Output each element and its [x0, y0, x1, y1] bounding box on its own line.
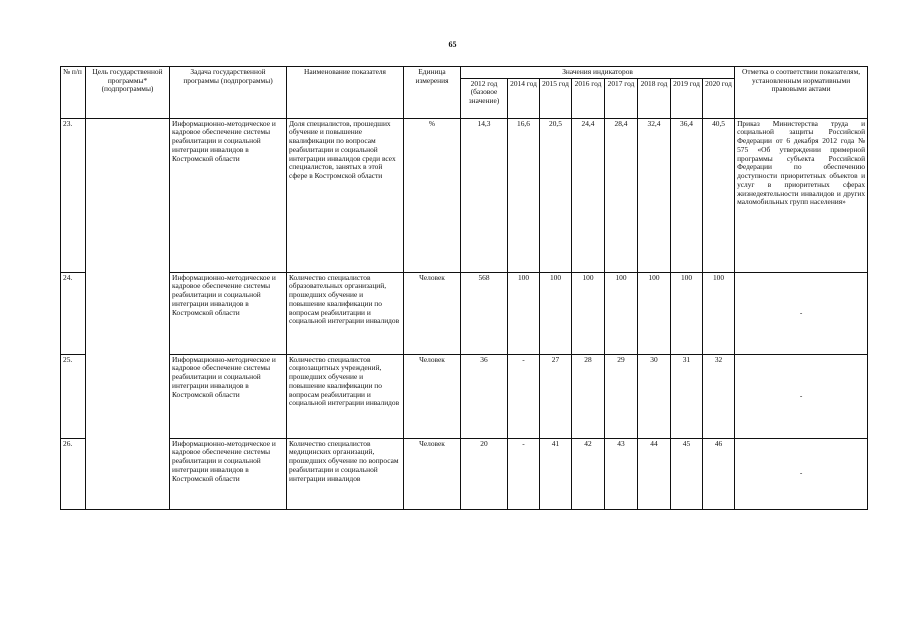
value-cell: 100: [540, 272, 572, 354]
value-cell: 100: [508, 272, 540, 354]
normative-act-cell: -: [735, 272, 868, 354]
normative-act-cell: -: [735, 438, 868, 509]
header-unit: Единица измерения: [404, 67, 461, 119]
indicator-cell: Количество специалистов медицинских организаций, прошедших обучение по вопросам реабилитации и социальной интеграции инвалидов: [287, 438, 404, 509]
indicators-table: [60, 66, 868, 510]
value-cell: 100: [605, 272, 638, 354]
value-cell: 27: [540, 354, 572, 438]
unit-cell: %: [404, 118, 461, 272]
value-cell: 24,4: [572, 118, 605, 272]
header-values-group: Значения индикаторов: [461, 67, 735, 79]
value-cell: 20: [461, 438, 508, 509]
value-cell: 100: [572, 272, 605, 354]
header-num: № п/п: [61, 67, 86, 119]
value-cell: 41: [540, 438, 572, 509]
value-cell: 20,5: [540, 118, 572, 272]
header-year: 2019 год: [671, 78, 703, 118]
table-row: [61, 354, 868, 438]
value-cell: -: [508, 354, 540, 438]
value-cell: 36: [461, 354, 508, 438]
value-cell: 31: [671, 354, 703, 438]
value-cell: 100: [671, 272, 703, 354]
value-cell: 100: [703, 272, 735, 354]
normative-act-cell: -: [735, 354, 868, 438]
value-cell: 36,4: [671, 118, 703, 272]
row-number: 23.: [61, 118, 86, 272]
row-number: 24.: [61, 272, 86, 354]
indicator-cell: Количество специалистов образовательных организаций, прошедших обучение и повышение квалификации по вопросам реабилитации и социальной интеграции инвалидов: [287, 272, 404, 354]
task-cell: Информационно-методическое и кадровое обеспечение системы реабилитации и социальной интеграции инвалидов в Костромской области: [170, 118, 287, 272]
header-year: 2012 год (базовое значение): [461, 78, 508, 118]
row-number: 26.: [61, 438, 86, 509]
header-year: 2015 год: [540, 78, 572, 118]
value-cell: 28,4: [605, 118, 638, 272]
value-cell: 16,6: [508, 118, 540, 272]
header-goal: Цель государственной программы* (подпрограммы): [86, 67, 170, 119]
normative-act-cell: Приказ Министерства труда и социальной защиты Российской Федерации от 6 декабря 2012 года № 575 «Об утверждении примерной программы субъекта Российской Федерации по обеспечению доступности приоритетных объектов и услуг в приоритетных сферах жизнедеятельности инвалидов и других маломобильных групп населения»: [735, 118, 868, 272]
header-year: 2016 год: [572, 78, 605, 118]
unit-cell: Человек: [404, 354, 461, 438]
page-number: 65: [448, 40, 457, 49]
header-indicator: Наименование показателя: [287, 67, 404, 119]
table-row: [61, 272, 868, 354]
header-row-1: [61, 67, 868, 79]
task-cell: Информационно-методическое и кадровое обеспечение системы реабилитации и социальной интеграции инвалидов в Костромской области: [170, 438, 287, 509]
value-cell: -: [508, 438, 540, 509]
header-year: 2018 год: [638, 78, 671, 118]
header-task: Задача государственной программы (подпрограммы): [170, 67, 287, 119]
task-cell: Информационно-методическое и кадровое обеспечение системы реабилитации и социальной интеграции инвалидов в Костромской области: [170, 272, 287, 354]
row-number: 25.: [61, 354, 86, 438]
value-cell: 100: [638, 272, 671, 354]
value-cell: 32,4: [638, 118, 671, 272]
header-note: Отметка о соответствии показателям, установленным нормативными правовыми актами: [735, 67, 868, 119]
value-cell: 30: [638, 354, 671, 438]
header-year: 2017 год: [605, 78, 638, 118]
value-cell: 29: [605, 354, 638, 438]
goal-cell: [86, 118, 170, 509]
value-cell: 568: [461, 272, 508, 354]
value-cell: 44: [638, 438, 671, 509]
value-cell: 43: [605, 438, 638, 509]
indicator-cell: Количество специалистов социозащитных учреждений, прошедших обучение и повышение квалификации по вопросам реабилитации и социальной интеграции инвалидов: [287, 354, 404, 438]
indicator-cell: Доля специалистов, прошедших обучение и повышение квалификации по вопросам реабилитации и социальной интеграции инвалидов среди всех специалистов, занятых в этой сфере в Костромской области: [287, 118, 404, 272]
value-cell: 46: [703, 438, 735, 509]
value-cell: 28: [572, 354, 605, 438]
unit-cell: Человек: [404, 438, 461, 509]
value-cell: 14,3: [461, 118, 508, 272]
value-cell: 42: [572, 438, 605, 509]
unit-cell: Человек: [404, 272, 461, 354]
value-cell: 40,5: [703, 118, 735, 272]
table-row: [61, 438, 868, 509]
task-cell: Информационно-методическое и кадровое обеспечение системы реабилитации и социальной интеграции инвалидов в Костромской области: [170, 354, 287, 438]
header-year: 2020 год: [703, 78, 735, 118]
value-cell: 45: [671, 438, 703, 509]
header-year: 2014 год: [508, 78, 540, 118]
value-cell: 32: [703, 354, 735, 438]
table-row: [61, 118, 868, 272]
